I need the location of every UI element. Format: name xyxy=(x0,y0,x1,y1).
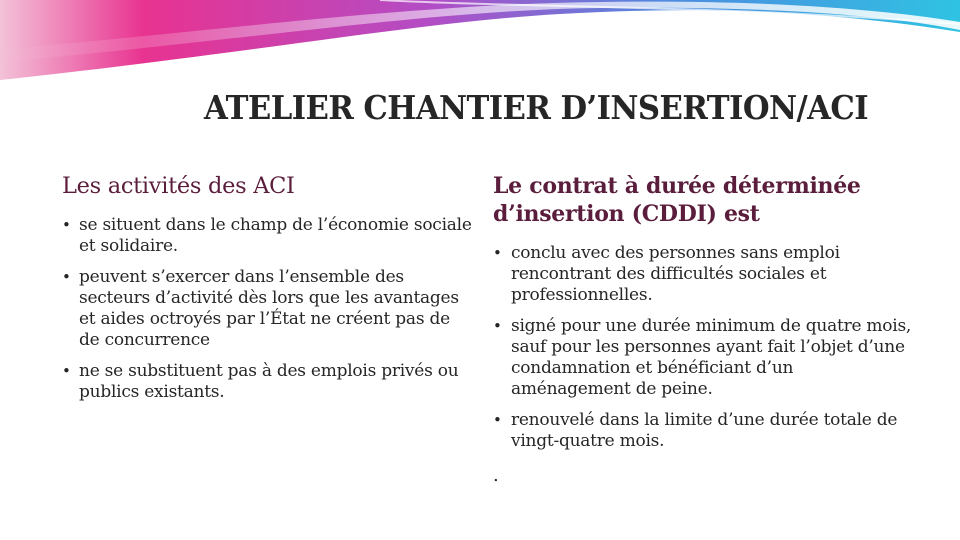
right-heading: Le contrat à durée déterminée d’insertion (CDDI) est xyxy=(493,173,861,227)
list-item: • ne se substituent pas à des emplois privés ou publics existants. xyxy=(62,361,472,403)
decorative-banner xyxy=(0,0,960,80)
list-item: • conclu avec des personnes sans emploi rencontrant des difficultés sociales et professionnelles. xyxy=(493,243,913,306)
list-item: • peuvent s’exercer dans l’ensemble des secteurs d’activité dès lors que les avantages et aides octroyés par l’État ne créent pas de de concurrence xyxy=(62,267,472,351)
left-list xyxy=(62,215,472,403)
right-list xyxy=(493,243,913,452)
trailing-period: . xyxy=(493,465,499,486)
right-column xyxy=(493,172,913,462)
page-title: ATELIER CHANTIER D’INSERTION/ACI xyxy=(204,88,869,127)
list-item: • renouvelé dans la limite d’une durée totale de vingt-quatre mois. xyxy=(493,410,913,452)
left-column xyxy=(62,172,472,413)
left-heading: Les activités des ACI xyxy=(62,173,295,199)
list-item: • se situent dans le champ de l’économie sociale et solidaire. xyxy=(62,215,472,257)
list-item: • signé pour une durée minimum de quatre mois, sauf pour les personnes ayant fait l’objet d’une condamnation et bénéficiant d’un aménagement de peine. xyxy=(493,316,913,400)
